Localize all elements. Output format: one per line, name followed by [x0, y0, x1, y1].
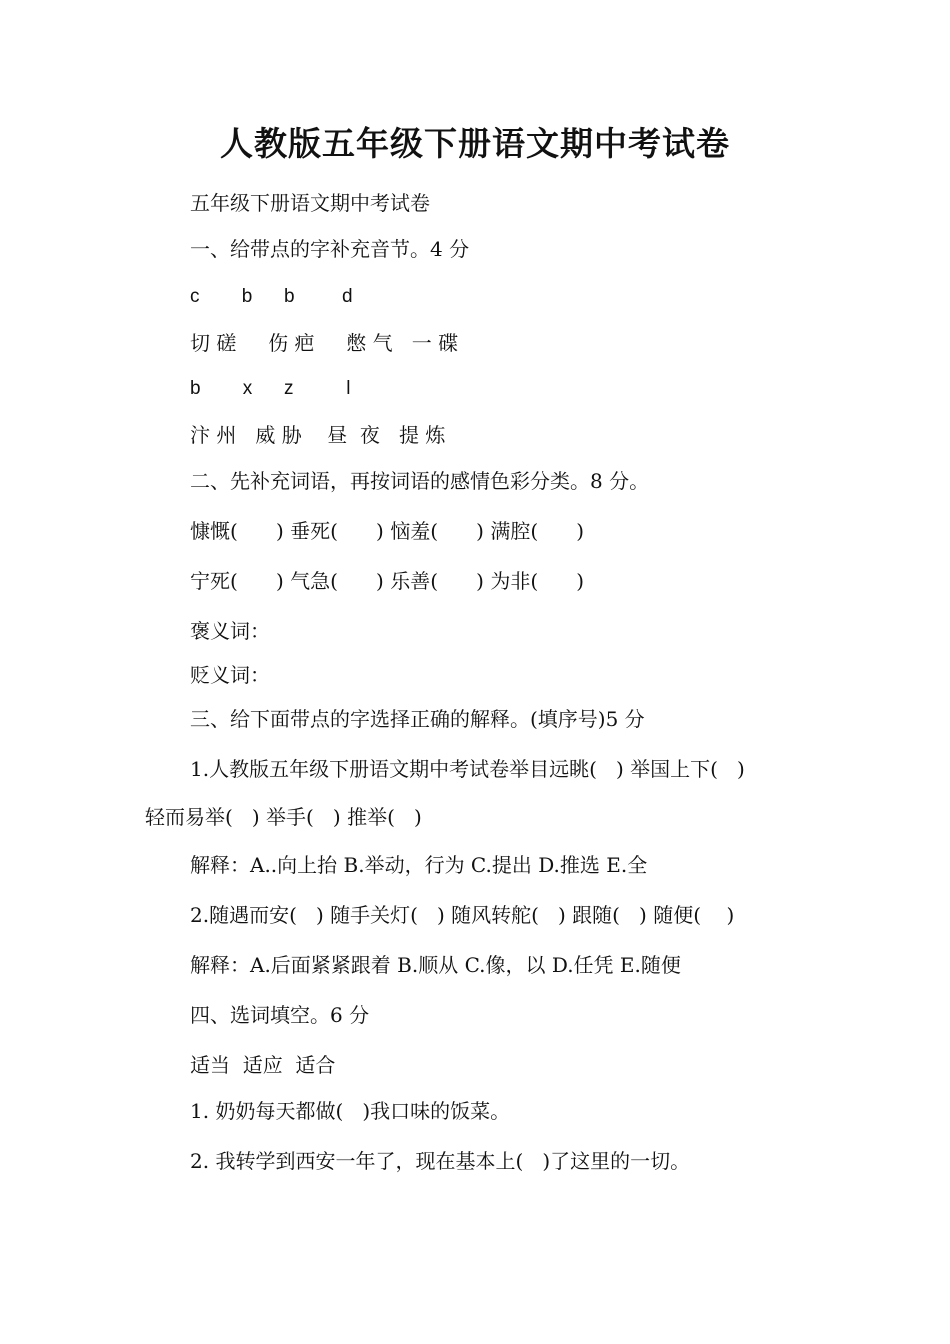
question-1-explanation: 解释：A..向上抬 B.举动，行为 C.提出 D.推选 E.全: [190, 853, 648, 877]
question-2-explanation: 解释：A.后面紧紧跟着 B.顺从 C.像，以 D.任凭 E.随便: [190, 953, 681, 977]
section-four-heading: 四、选词填空。6 分: [190, 1003, 370, 1027]
positive-words-label: 褒义词：: [190, 619, 270, 643]
document-title: 人教版五年级下册语文期中考试卷: [220, 124, 730, 163]
negative-words-label: 贬义词：: [190, 663, 270, 687]
section-two-heading: 二、先补充词语，再按词语的感情色彩分类。8 分。: [190, 469, 650, 493]
word-row-1: 切 磋 伤 疤 憋 气 一 碟: [190, 331, 459, 355]
question-1-continuation: 轻而易举( ) 举手( ) 推举( ): [145, 805, 422, 829]
fill-question-1: 1. 奶奶每天都做( )我口味的饭菜。: [190, 1099, 511, 1123]
question-2-line: 2.随遇而安( ) 随手关灯( ) 随风转舵( ) 跟随( ) 随便( ): [190, 903, 735, 927]
question-1-line: 1.人教版五年级下册语文期中考试卷举目远眺( ) 举国上下( ): [190, 757, 745, 781]
section-three-heading: 三、给下面带点的字选择正确的解释。(填序号)5 分: [190, 707, 645, 731]
word-choices: 适当 适应 适合: [190, 1053, 336, 1077]
idiom-row-1: 慷慨( ) 垂死( ) 恼羞( ) 满腔( ): [190, 519, 585, 543]
word-row-2: 汴 州 威 胁 昼 夜 提 炼: [190, 423, 446, 447]
section-one-heading: 一、给带点的字补充音节。4 分: [190, 237, 470, 261]
pinyin-row-2: b x z l: [190, 378, 351, 399]
idiom-row-2: 宁死( ) 气急( ) 乐善( ) 为非( ): [190, 569, 585, 593]
pinyin-row-1: c b b d: [190, 286, 353, 307]
subtitle-line: 五年级下册语文期中考试卷: [190, 191, 430, 215]
fill-question-2: 2. 我转学到西安一年了，现在基本上( )了这里的一切。: [190, 1149, 691, 1173]
